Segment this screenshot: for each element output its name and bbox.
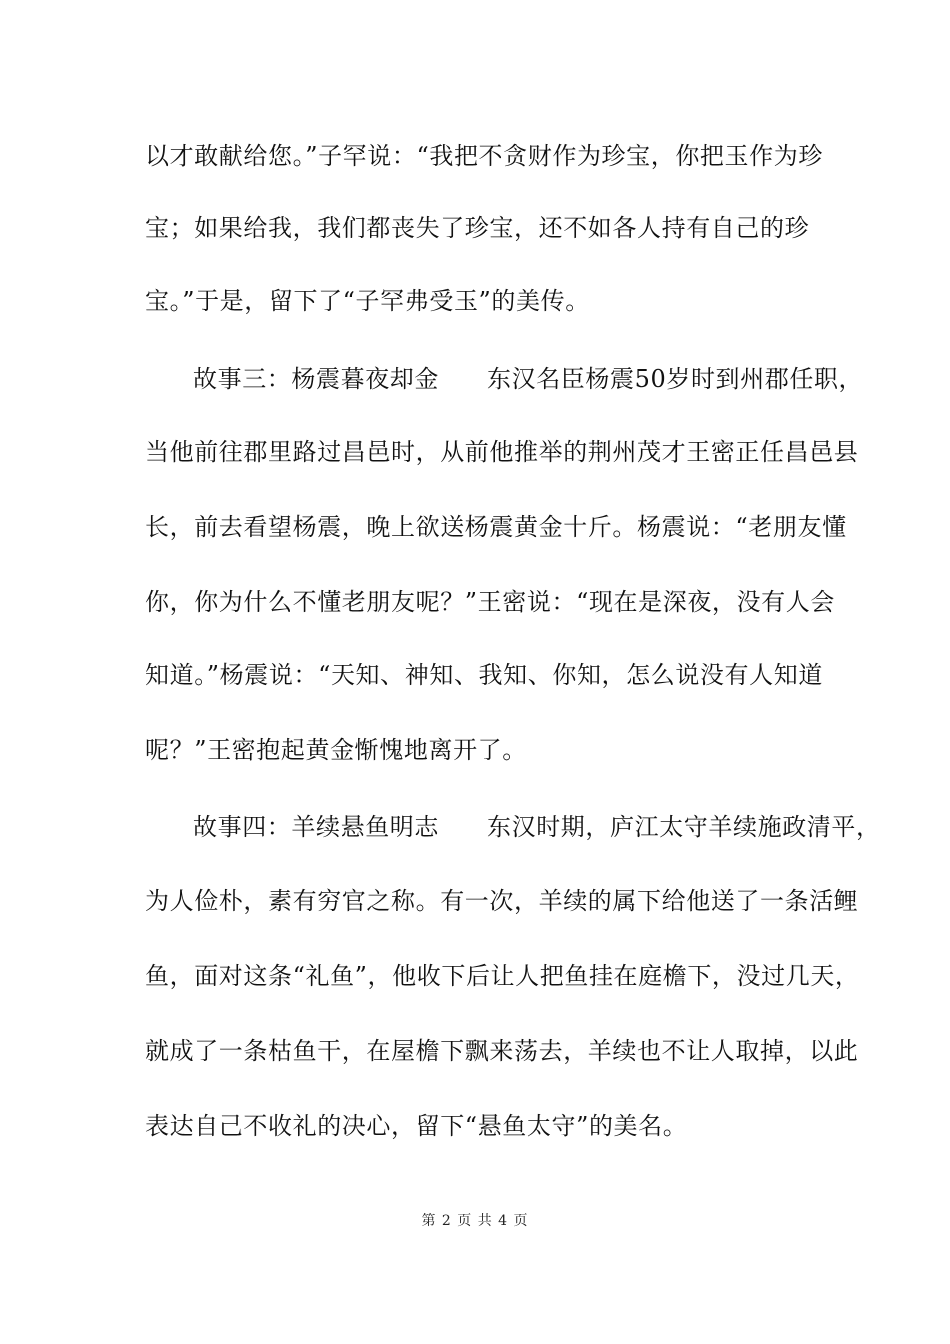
- paragraph-line: 长，前去看望杨震，晚上欲送杨震黄金十斤。杨震说：“老朋友懂: [145, 513, 847, 541]
- story-three-text: 东汉名臣杨震50岁时到州郡任职，: [487, 365, 864, 393]
- paragraph-line: 呢？”王密抱起黄金惭愧地离开了。: [145, 736, 527, 764]
- story-three-first-line: [193, 364, 863, 394]
- paragraph-line: 以才敢献给您。”子罕说：“我把不贪财作为珍宝，你把玉作为珍: [145, 142, 823, 170]
- paragraph-line: 你，你为什么不懂老朋友呢？”王密说：“现在是深夜，没有人会: [145, 588, 835, 616]
- paragraph-line: 知道。”杨震说：“天知、神知、我知、你知，怎么说没有人知道: [145, 661, 823, 689]
- story-four-heading: 故事四：羊续悬鱼明志: [193, 813, 439, 841]
- story-four-text: 东汉时期，庐江太守羊续施政清平，: [487, 813, 881, 841]
- page-number-footer: 第 2 页 共 4 页: [421, 1213, 529, 1229]
- story-four-first-line: [193, 812, 881, 842]
- paragraph-line: 为人俭朴，素有穷官之称。有一次，羊续的属下给他送了一条活鲤: [145, 887, 859, 915]
- paragraph-line: 鱼，面对这条“礼鱼”，他收下后让人把鱼挂在庭檐下，没过几天，: [145, 962, 860, 990]
- paragraph-line: 表达自己不收礼的决心，留下“悬鱼太守”的美名。: [145, 1112, 688, 1140]
- paragraph-line: 当他前往郡里路过昌邑时，从前他推举的荆州茂才王密正任昌邑县: [145, 438, 859, 466]
- story-three-heading: 故事三：杨震暮夜却金: [193, 365, 439, 393]
- paragraph-line: 宝。”于是，留下了“子罕弗受玉”的美传。: [145, 287, 590, 315]
- paragraph-line: 宝；如果给我，我们都丧失了珍宝，还不如各人持有自己的珍: [145, 214, 810, 242]
- paragraph-line: 就成了一条枯鱼干，在屋檐下飘来荡去，羊续也不让人取掉，以此: [145, 1037, 859, 1065]
